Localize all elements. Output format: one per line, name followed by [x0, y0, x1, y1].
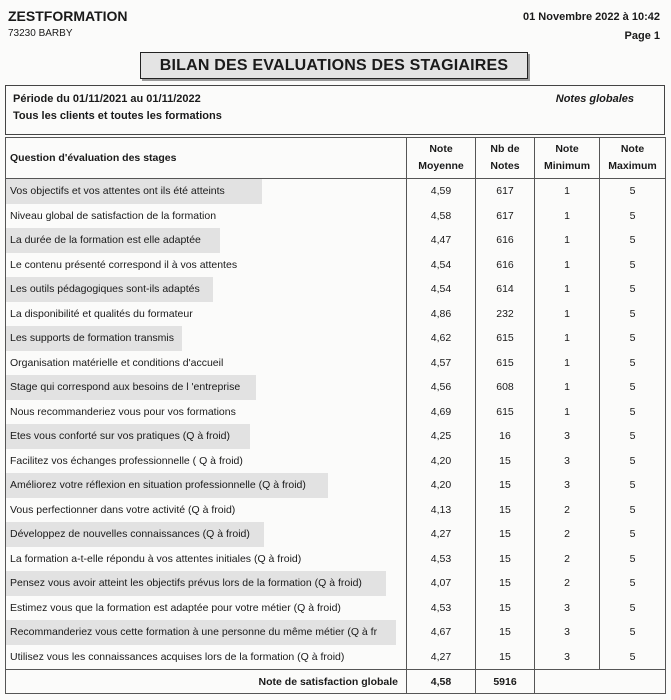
table-row [6, 253, 666, 278]
min-cell: 2 [535, 547, 600, 572]
min-cell: 1 [535, 277, 600, 302]
count-cell: 615 [476, 351, 535, 376]
period-box [5, 85, 665, 135]
min-cell: 3 [535, 473, 600, 498]
table-row [6, 620, 666, 645]
question-cell: Facilitez vos échanges professionnelle ( Q à froid) [6, 449, 407, 474]
table-row [6, 302, 666, 327]
max-cell: 5 [600, 179, 666, 204]
period-range: Période du 01/11/2021 au 01/11/2022 [13, 93, 201, 105]
table-row [6, 375, 666, 400]
report-datetime: 01 Novembre 2022 à 10:42 [523, 11, 660, 23]
col-header-min: Note Minimum [535, 138, 600, 179]
min-cell: 1 [535, 375, 600, 400]
total-label: Note de satisfaction globale [6, 670, 407, 694]
min-cell: 3 [535, 449, 600, 474]
average-cell: 4,58 [407, 204, 476, 229]
table-row [6, 498, 666, 523]
average-cell: 4,86 [407, 302, 476, 327]
average-cell: 4,54 [407, 253, 476, 278]
question-cell: La formation a-t-elle répondu à vos attentes initiales (Q à froid) [6, 547, 407, 572]
average-cell: 4,59 [407, 179, 476, 204]
average-cell: 4,27 [407, 522, 476, 547]
min-cell: 1 [535, 228, 600, 253]
max-cell: 5 [600, 449, 666, 474]
question-cell: Recommanderiez vous cette formation à une personne du même métier (Q à fr [6, 620, 407, 645]
max-cell: 5 [600, 400, 666, 425]
max-cell: 5 [600, 375, 666, 400]
period-scope: Tous les clients et toutes les formations [13, 110, 222, 122]
count-cell: 15 [476, 547, 535, 572]
company-name: ZESTFORMATION [8, 8, 128, 24]
table-row [6, 400, 666, 425]
question-cell: Etes vous conforté sur vos pratiques (Q à froid) [6, 424, 407, 449]
question-cell: Niveau global de satisfaction de la formation [6, 204, 407, 229]
page-number: Page 1 [624, 30, 660, 42]
table-row [6, 351, 666, 376]
col-header-question: Question d'évaluation des stages [6, 138, 407, 179]
count-cell: 15 [476, 498, 535, 523]
col-header-moyenne: Note Moyenne [407, 138, 476, 179]
count-cell: 15 [476, 449, 535, 474]
average-cell: 4,53 [407, 547, 476, 572]
min-cell: 3 [535, 424, 600, 449]
table-row [6, 522, 666, 547]
count-cell: 615 [476, 400, 535, 425]
max-cell: 5 [600, 571, 666, 596]
question-cell: Améliorez votre réflexion en situation professionnelle (Q à froid) [6, 473, 407, 498]
table-row [6, 424, 666, 449]
count-cell: 617 [476, 204, 535, 229]
min-cell: 3 [535, 620, 600, 645]
average-cell: 4,47 [407, 228, 476, 253]
question-cell: Le contenu présenté correspond il à vos attentes [6, 253, 407, 278]
max-cell: 5 [600, 498, 666, 523]
average-cell: 4,62 [407, 326, 476, 351]
average-cell: 4,07 [407, 571, 476, 596]
question-cell: Développez de nouvelles connaissances (Q à froid) [6, 522, 407, 547]
count-cell: 15 [476, 473, 535, 498]
min-cell: 1 [535, 253, 600, 278]
table-row [6, 228, 666, 253]
question-cell: Utilisez vous les connaissances acquises lors de la formation (Q à froid) [6, 645, 407, 670]
report-title: BILAN DES EVALUATIONS DES STAGIAIRES [140, 52, 528, 79]
max-cell: 5 [600, 424, 666, 449]
count-cell: 15 [476, 645, 535, 670]
count-cell: 608 [476, 375, 535, 400]
question-cell: Nous recommanderiez vous pour vos formations [6, 400, 407, 425]
evaluation-table [5, 137, 666, 694]
min-cell: 2 [535, 522, 600, 547]
min-cell: 1 [535, 204, 600, 229]
min-cell: 1 [535, 179, 600, 204]
average-cell: 4,67 [407, 620, 476, 645]
table-row [6, 473, 666, 498]
question-cell: Organisation matérielle et conditions d'accueil [6, 351, 407, 376]
table-row [6, 571, 666, 596]
min-cell: 1 [535, 326, 600, 351]
max-cell: 5 [600, 228, 666, 253]
max-cell: 5 [600, 547, 666, 572]
max-cell: 5 [600, 302, 666, 327]
question-cell: La disponibilité et qualités du formateur [6, 302, 407, 327]
count-cell: 616 [476, 253, 535, 278]
max-cell: 5 [600, 522, 666, 547]
min-cell: 3 [535, 596, 600, 621]
question-cell: Vos objectifs et vos attentes ont ils été atteints [6, 179, 407, 204]
average-cell: 4,27 [407, 645, 476, 670]
table-row [6, 204, 666, 229]
table-row [6, 179, 666, 204]
table-row [6, 326, 666, 351]
min-cell: 1 [535, 400, 600, 425]
col-header-max: Note Maximum [600, 138, 666, 179]
min-cell: 1 [535, 302, 600, 327]
table-header-row [6, 138, 666, 179]
question-cell: Les supports de formation transmis [6, 326, 407, 351]
count-cell: 615 [476, 326, 535, 351]
average-cell: 4,20 [407, 449, 476, 474]
max-cell: 5 [600, 253, 666, 278]
count-cell: 616 [476, 228, 535, 253]
average-cell: 4,13 [407, 498, 476, 523]
question-cell: Pensez vous avoir atteint les objectifs prévus lors de la formation (Q à froid) [6, 571, 407, 596]
count-cell: 15 [476, 571, 535, 596]
table-row [6, 645, 666, 670]
table-row [6, 547, 666, 572]
average-cell: 4,69 [407, 400, 476, 425]
total-average: 4,58 [407, 670, 476, 694]
max-cell: 5 [600, 277, 666, 302]
average-cell: 4,56 [407, 375, 476, 400]
min-cell: 2 [535, 498, 600, 523]
notes-globales-label: Notes globales [555, 93, 634, 105]
count-cell: 614 [476, 277, 535, 302]
total-count: 5916 [476, 670, 535, 694]
average-cell: 4,20 [407, 473, 476, 498]
company-address: 73230 BARBY [8, 28, 73, 39]
count-cell: 16 [476, 424, 535, 449]
max-cell: 5 [600, 620, 666, 645]
average-cell: 4,25 [407, 424, 476, 449]
max-cell: 5 [600, 473, 666, 498]
min-cell: 2 [535, 571, 600, 596]
count-cell: 15 [476, 596, 535, 621]
min-cell: 3 [535, 645, 600, 670]
question-cell: Vous perfectionner dans votre activité (Q à froid) [6, 498, 407, 523]
max-cell: 5 [600, 645, 666, 670]
max-cell: 5 [600, 596, 666, 621]
count-cell: 232 [476, 302, 535, 327]
max-cell: 5 [600, 326, 666, 351]
average-cell: 4,57 [407, 351, 476, 376]
count-cell: 617 [476, 179, 535, 204]
count-cell: 15 [476, 620, 535, 645]
average-cell: 4,54 [407, 277, 476, 302]
question-cell: La durée de la formation est elle adaptée [6, 228, 407, 253]
table-row [6, 277, 666, 302]
question-cell: Les outils pédagogiques sont-ils adaptés [6, 277, 407, 302]
total-row [6, 670, 666, 694]
min-cell: 1 [535, 351, 600, 376]
question-cell: Estimez vous que la formation est adaptée pour votre métier (Q à froid) [6, 596, 407, 621]
table-row [6, 596, 666, 621]
max-cell: 5 [600, 351, 666, 376]
average-cell: 4,53 [407, 596, 476, 621]
count-cell: 15 [476, 522, 535, 547]
col-header-nb: Nb de Notes [476, 138, 535, 179]
table-row [6, 449, 666, 474]
question-cell: Stage qui correspond aux besoins de l 'entreprise [6, 375, 407, 400]
max-cell: 5 [600, 204, 666, 229]
